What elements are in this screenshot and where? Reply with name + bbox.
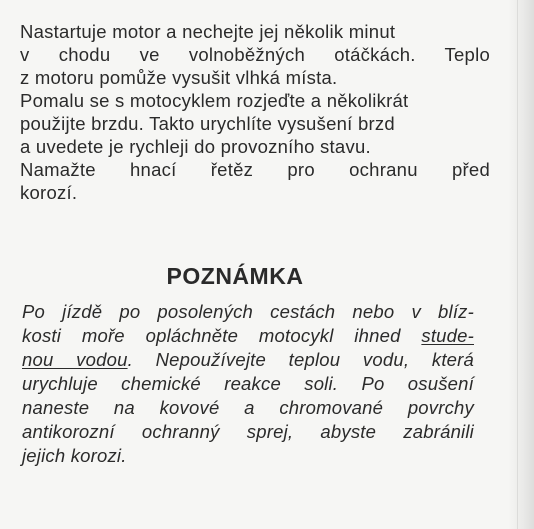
note-line [22, 348, 474, 372]
note-heading: POZNÁMKA [166, 263, 304, 289]
body-text [20, 20, 490, 204]
underlined-text: stude- [421, 325, 474, 346]
body-line: a uvedete je rychleji do provozního stavu. [20, 136, 371, 157]
body-line: Nastartuje motor a nechejte jej několik minut [20, 21, 396, 42]
body-line: Namažte hnací řetěz pro ochranu před [20, 159, 490, 180]
note-text [22, 300, 474, 468]
note-line [22, 324, 474, 348]
note-line: urychluje chemické reakce soli. Po osušení [22, 373, 474, 394]
page-edge-shadow [508, 0, 534, 529]
body-line: z motoru pomůže vysušit vlhká místa. [20, 67, 338, 88]
page-edge-line [517, 0, 518, 529]
note-line-text: kosti moře opláchněte motocykl ihned [22, 325, 422, 346]
body-line: v chodu ve volnoběžných otáčkách. Teplo [20, 44, 490, 65]
note-line: jejich korozi. [22, 445, 127, 466]
underlined-text: nou vodou [22, 349, 128, 370]
note-line: Po jízdě po posolených cestách nebo v blíz- [22, 301, 474, 322]
note-line-text: . Nepoužívejte teplou vodu, která [127, 349, 474, 370]
note-line: antikorozní ochranný sprej, abyste zabránili [22, 421, 474, 442]
body-line: použijte brzdu. Takto urychlíte vysušení brzd [20, 113, 395, 134]
note-line: naneste na kovové a chromované povrchy [22, 397, 474, 418]
body-line: korozí. [20, 182, 78, 203]
body-line: Pomalu se s motocyklem rozjeďte a několikrát [20, 90, 409, 111]
